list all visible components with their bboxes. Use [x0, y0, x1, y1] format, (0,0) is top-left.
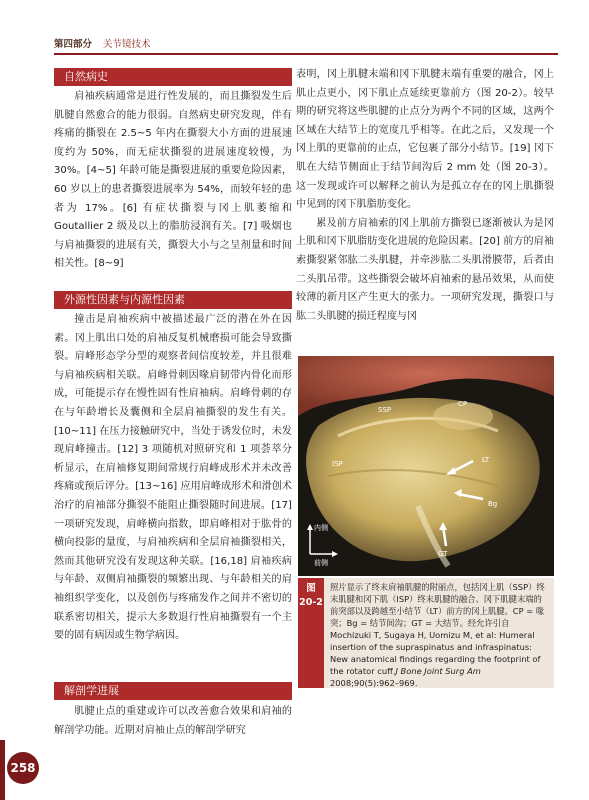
extrinsic-intrinsic-body — [54, 311, 292, 646]
label-medial: 内侧 — [314, 524, 328, 532]
section-heading-natural-history: 自然病史 — [54, 68, 292, 86]
paragraph: 肩袖疾病通常是进行性发展的，而且撕裂发生后肌腱自然愈合的能力很弱。自然病史研究发现，伴有疼痛的撕裂在 2.5~5 年内在撕裂大小方面的进展速度约为 50%，而无症状撕裂的进展速度较慢，为 30%。[4~5] 年龄可能是撕裂进展的重要危险因素，60 岁以上的患者撕裂进展率为 54%，而较年轻的患者为 17%。[6] 有症状撕裂与冈上肌萎缩和 Goutallier 2 级及以上的脂肪浸润有关。[7] 吸烟也与肩袖撕裂的进展有关，撕裂大小与之呈剂量和时间相关性。[8~9] — [54, 91, 292, 270]
caption-journal: J Bone Joint Surg Am — [395, 666, 481, 676]
label-lt: LT — [482, 456, 490, 464]
figure-number: 图 20-2 — [298, 578, 324, 688]
label-cp: CP — [458, 400, 468, 408]
label-ssp: SSP — [378, 406, 392, 414]
caption-tail: 2008;90(5):962–969. — [330, 678, 418, 688]
section-heading-anatomy: 解剖学进展 — [54, 682, 292, 700]
header-title: 关节镜技术 — [103, 39, 151, 50]
anatomy-body-left — [54, 703, 292, 740]
paragraph: 肌腱止点的重建或许可以改善愈合效果和肩袖的解剖学功能。近期对肩袖止点的解剖学研究 — [54, 706, 292, 736]
header-rule — [54, 53, 558, 55]
anatomy-body-right — [296, 66, 554, 326]
page-edge-bar — [0, 740, 5, 800]
label-isp: ISP — [332, 460, 343, 468]
anatomy-photo — [298, 356, 554, 576]
header-part: 第四部分 — [54, 39, 93, 50]
figure-caption — [298, 578, 554, 688]
paragraph: 累及前方肩袖索的冈上肌前方撕裂已逐渐被认为是冈上肌和冈下肌脂肪变化进展的危险因素。[20] 前方的肩袖索撕裂紧邻肱二头肌腱，并牵涉肱二头肌滑膜带，后者由二头肌吊带。这些撕裂会破坏肩袖索的悬吊效果，从而使较薄的新月区产生更大的张力。一项研究发现，撕裂口与肱二头肌腱的损迁程度与冈 — [296, 217, 554, 322]
paragraph: 撞击是肩袖疾病中被描述最广泛的潜在外在因素。冈上肌出口处的肩袖反复机械磨损可能会导致撕裂。肩峰形态学分型的观察者间信度较差，并且很难与肩袖疾病相关联。肩峰骨刺因喙肩韧带内骨化而形成，可能提示存在慢性固有性肩袖病。肩峰骨刺的存在与年龄增长及囊侧和全层肩袖撕裂的发生有关。[10~11] 在压力接触研究中，当处于诱发位时，未发现肩峰撞击。[12] 3 项随机对照研究和 1 项荟萃分析显示，在肩袖修复期间常规行肩峰成形术并未改善疼痛或预后评分。[13~16] 应用肩峰成形术和滑创术治疗的肩袖部分撕裂不能阻止撕裂随时间进展。[17] 一项研究发现，肩峰横向指数，即肩峰相对于肱骨的横向投影的量度，与肩袖疾病和全层肩袖撕裂相关，然而其他研究没有发现这种关联。[16,18] 肩袖疾病与年龄、双侧肩袖撕裂的频繁出现、与年龄相关的肩袖组织学变化，以及创伤与疼痛发作之间并不密切的联系密切相关，提示大多数退行性肩袖撕裂有一个主要的固有病因或生物学病因。 — [54, 314, 292, 642]
section-heading-extrinsic-intrinsic: 外源性因素与内源性因素 — [54, 291, 292, 309]
label-anterior: 前侧 — [314, 559, 328, 567]
paragraph: 表明，冈上肌腱末端和冈下肌腱末端有重要的融合，冈上肌止点更小，冈下肌止点延续更靠前方（图 20-2）。较早期的研究将这些肌腱的止点分为两个不同的区域，这两个区域在大结节上的宽度几乎相等。在此之后，又发现一个冈上肌的更靠前的止点，它包裹了部分小结节。[19] 冈下肌在大结节侧面止于结节间沟后 2 mm 处（图 20-3）。这一发现或许可以解释之前认为是孤立存在的冈上肌撕裂中见到的冈下肌脂肪变化。 — [296, 69, 554, 211]
label-gt: GT — [438, 550, 448, 558]
running-header — [54, 38, 554, 52]
label-bg: Bg — [488, 500, 498, 508]
natural-history-body — [54, 88, 292, 274]
caption-text — [330, 581, 550, 689]
caption-cn: 照片显示了终末肩袖肌腱的附丽点，包括冈上肌（SSP）终末肌腱和冈下肌（ISP）终末肌腱的融合、冈下肌腱末端的前突部以及跨越至小结节（LT）前方的冈上肌腱。CP = 喙突；Bg = 结节间沟；GT = 大结节。经允许引自 Mochizuki T, Sugaya H, Uomizu M, et al: Humeral insertion of the supraspinatus and infraspinatus: New anatomical findings regarding the footprint of the rotator cuff. — [330, 582, 545, 676]
page-number: 258 — [7, 752, 39, 784]
